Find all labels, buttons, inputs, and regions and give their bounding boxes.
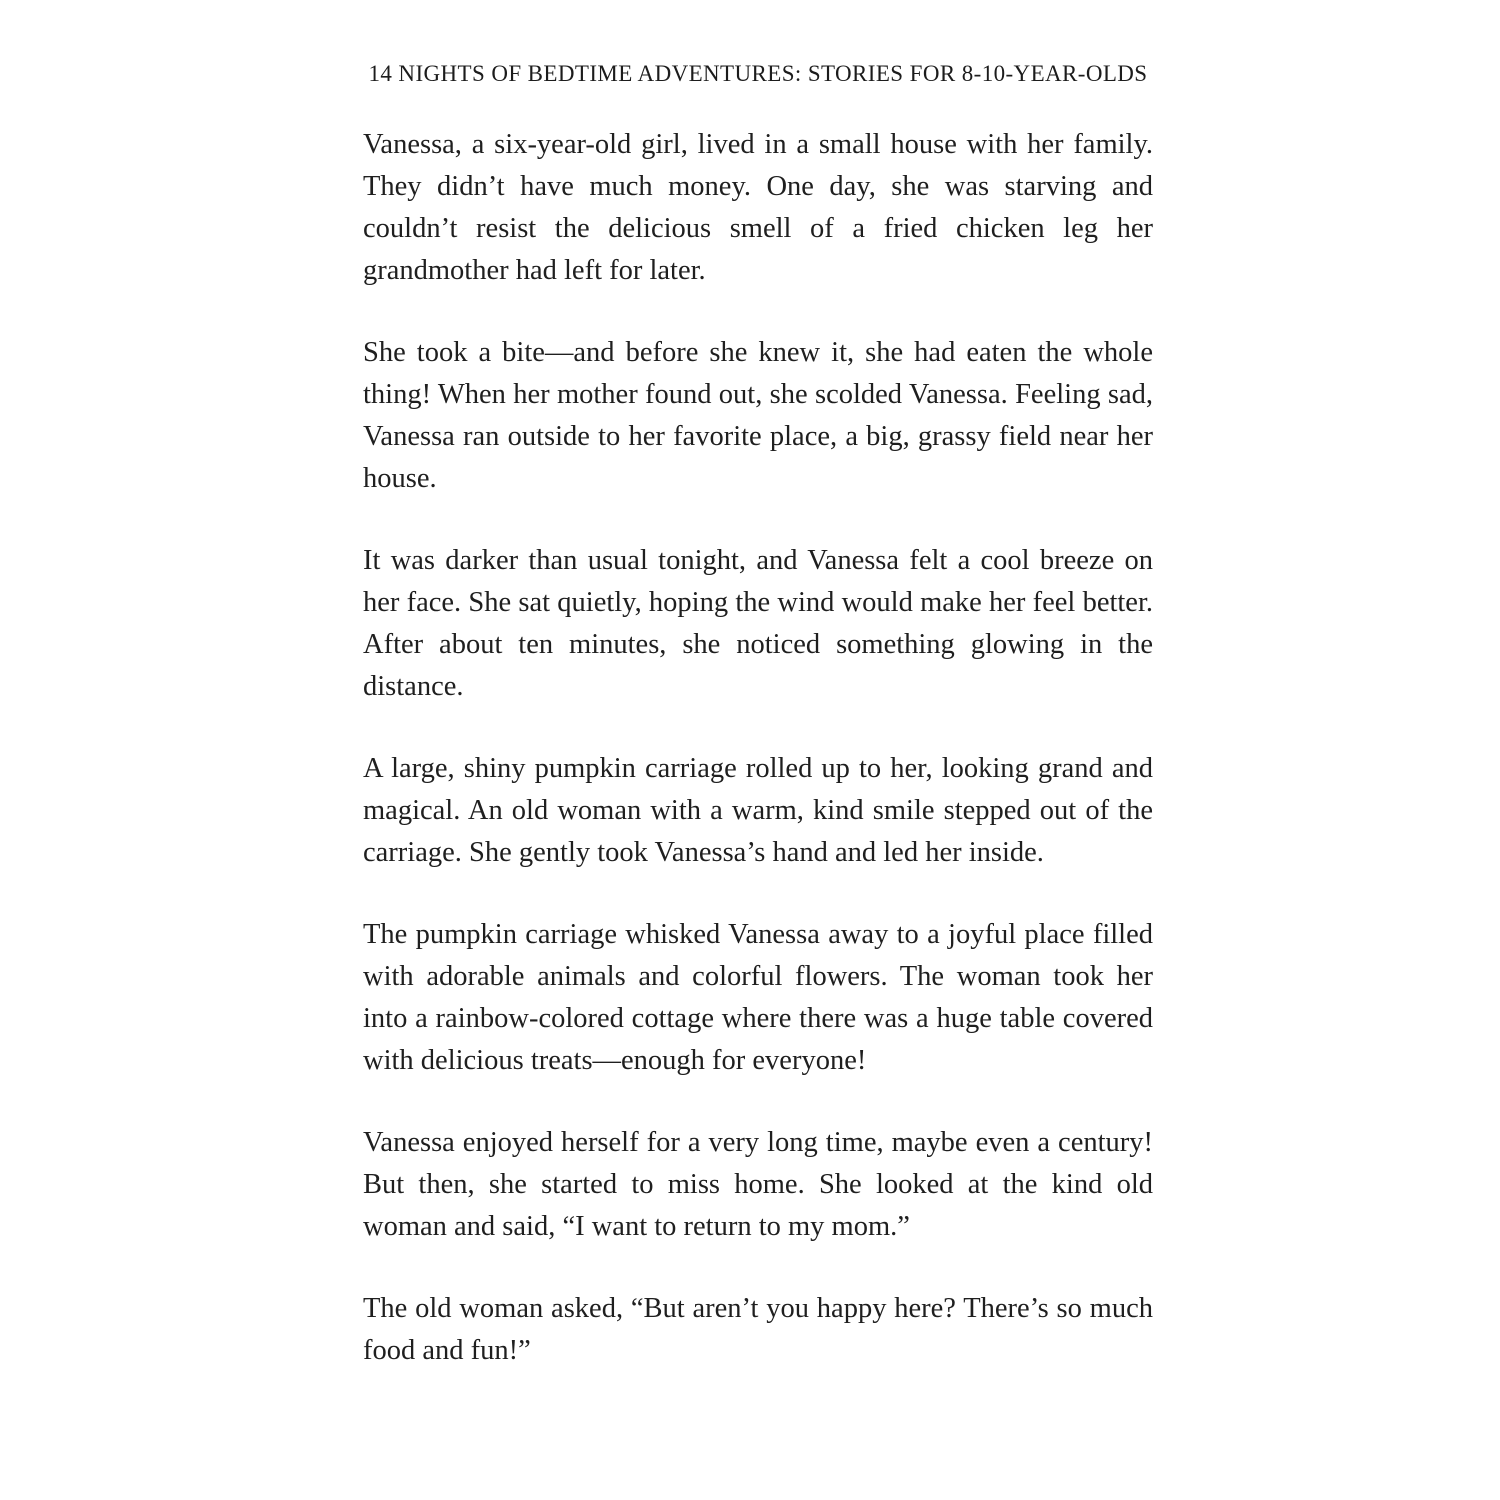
story-paragraph-7: The old woman asked, “But aren’t you happy here? There’s so much food and fun!” (363, 1293, 1153, 1366)
story-paragraph-1: Vanessa, a six-year-old girl, lived in a small house with her family. They didn’t have much money. One day, she was starving and couldn’t resist the delicious smell of a fried chicken leg her grandmother had left for later. (363, 129, 1153, 286)
text-column (363, 60, 1153, 1372)
story-body (363, 124, 1153, 1372)
story-paragraph-5: The pumpkin carriage whisked Vanessa away to a joyful place filled with adorable animals and colorful flowers. The woman took her into a rainbow-colored cottage where there was a huge table covered with delicious treats—enough for everyone! (363, 919, 1153, 1076)
running-header: 14 NIGHTS OF BEDTIME ADVENTURES: STORIES FOR 8-10-YEAR-OLDS (368, 61, 1148, 86)
story-paragraph-2: She took a bite—and before she knew it, she had eaten the whole thing! When her mother found out, she scolded Vanessa. Feeling sad, Vanessa ran outside to her favorite place, a big, grassy field near her house. (363, 337, 1153, 494)
story-paragraph-4: A large, shiny pumpkin carriage rolled up to her, looking grand and magical. An old woman with a warm, kind smile stepped out of the carriage. She gently took Vanessa’s hand and led her inside. (363, 753, 1153, 868)
story-paragraph-3: It was darker than usual tonight, and Vanessa felt a cool breeze on her face. She sat quietly, hoping the wind would make her feel better. After about ten minutes, she noticed something glowing in the distance. (363, 545, 1153, 702)
story-paragraph-6: Vanessa enjoyed herself for a very long time, maybe even a century! But then, she started to miss home. She looked at the kind old woman and said, “I want to return to my mom.” (363, 1127, 1153, 1242)
